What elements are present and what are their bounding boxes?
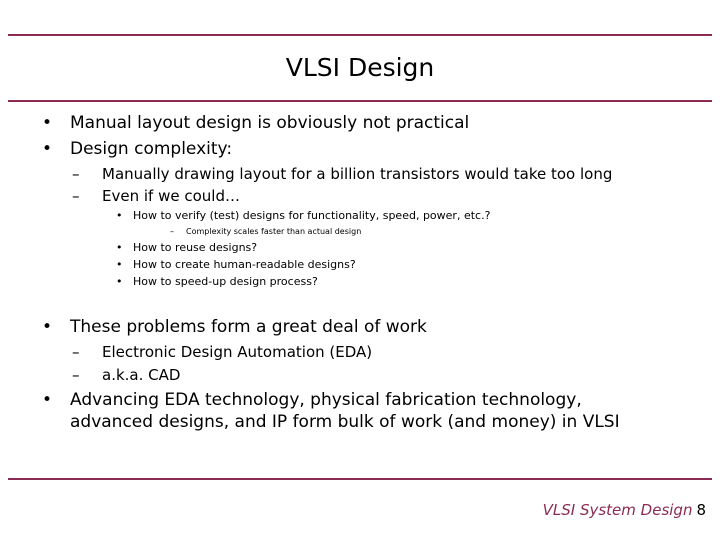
sub-sub-bullet-text: How to create human-readable designs? [133, 258, 356, 271]
slide-footer [543, 500, 706, 520]
bullet-text: These problems form a great deal of work [70, 317, 427, 337]
footer-label: VLSI System Design [542, 501, 693, 519]
sub-bullet-text: a.k.a. CAD [102, 366, 181, 384]
bullet-dot: • [116, 209, 123, 222]
sub-sub-bullet-text: How to verify (test) designs for functionality, speed, power, etc.? [133, 209, 491, 222]
sub-sub-bullet-text: How to reuse designs? [133, 241, 258, 254]
bullet-dot: • [42, 317, 53, 337]
bullet-dot: • [42, 139, 53, 159]
sub-bullet-text: Even if we could… [102, 187, 240, 205]
bullet-dot: • [42, 113, 53, 133]
footer-divider [8, 478, 712, 480]
bullet-dot: • [42, 390, 53, 410]
dash-marker: – [72, 187, 80, 205]
bullet-dot: • [116, 275, 123, 288]
sub-sub-bullet-text: How to speed-up design process? [133, 275, 318, 288]
page-number: 8 [696, 501, 706, 519]
title-divider [8, 100, 712, 102]
bullet-dot: • [116, 258, 123, 271]
bullet-dot: • [116, 241, 123, 254]
sub-bullet-text: Manually drawing layout for a billion transistors would take too long [102, 165, 613, 183]
slide-title: VLSI Design [285, 53, 435, 82]
dash-marker: – [170, 227, 174, 236]
bullet-text: Advancing EDA technology, physical fabrication technology, [70, 390, 582, 410]
dash-marker: – [72, 165, 80, 183]
bullet-text-continuation: advanced designs, and IP form bulk of work (and money) in VLSI [70, 412, 620, 432]
sub-bullet-text: Electronic Design Automation (EDA) [102, 343, 373, 361]
bullet-text: Manual layout design is obviously not practical [70, 113, 470, 133]
dash-marker: – [72, 366, 80, 384]
sub-sub-sub-bullet-text: Complexity scales faster than actual design [186, 227, 362, 236]
dash-marker: – [72, 343, 80, 361]
bullet-text: Design complexity: [70, 139, 233, 159]
top-divider [8, 34, 712, 36]
